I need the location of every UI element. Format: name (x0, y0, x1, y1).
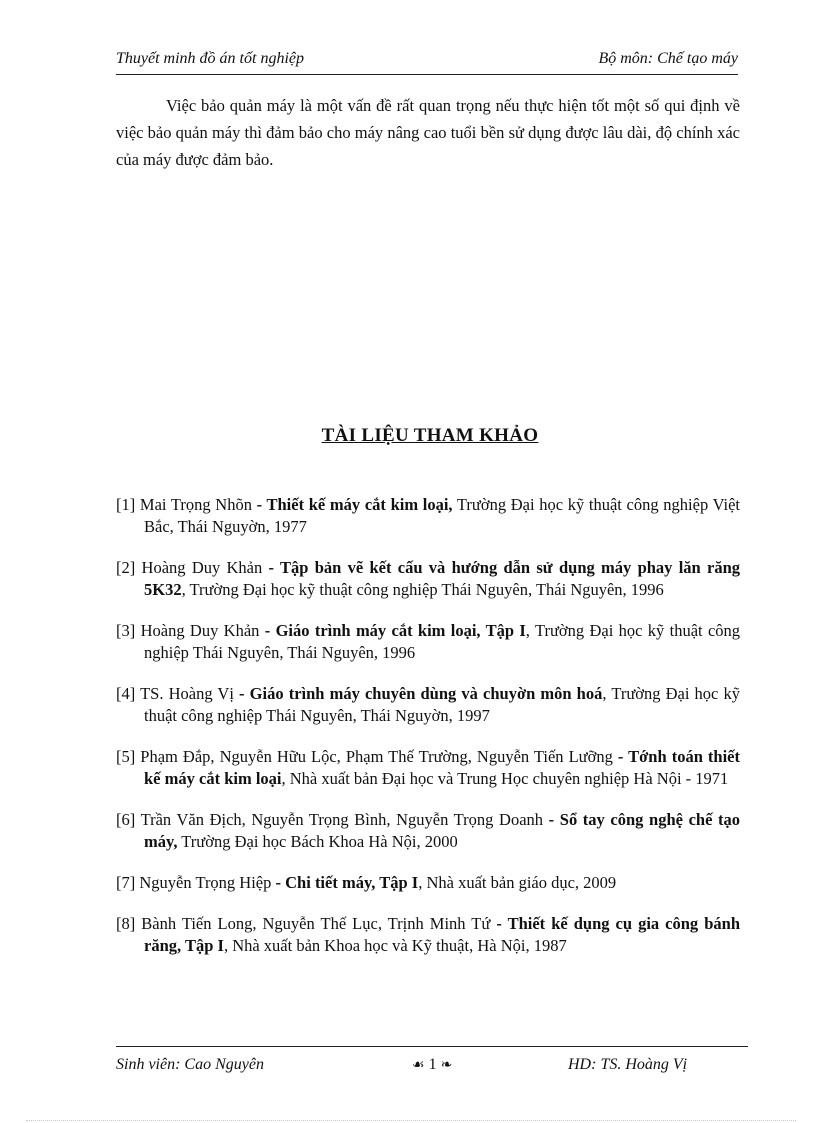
reference-authors: TS. Hoàng Vị (140, 684, 234, 703)
reference-publisher: Trường Đại học Bách Khoa Hà Nội, 2000 (177, 832, 458, 851)
reference-title: Chi tiết máy, Tập I (285, 873, 419, 892)
reference-publisher: , Trường Đại học kỹ thuật công nghiệp Thái Nguyên, Thái Nguyên, 1996 (181, 580, 664, 599)
reference-item (116, 746, 740, 790)
reference-title: Giáo trình máy chuyên dùng và chuyờn môn hoá (249, 684, 603, 703)
reference-authors: Hoàng Duy Khản (140, 621, 260, 640)
reference-label: [5] (116, 747, 136, 766)
reference-publisher: , Nhà xuất bản Đại học và Trung Học chuyên nghiệp Hà Nội - 1971 (281, 769, 729, 788)
reference-separator: - (271, 873, 286, 892)
reference-authors: Nguyễn Trọng Hiệp (139, 873, 272, 892)
header-department: Bộ môn: Chế tạo máy (598, 50, 738, 67)
reference-separator: - (543, 810, 560, 829)
reference-title: Thiết kế máy cắt kim loại, (266, 495, 453, 514)
references-list (116, 494, 740, 976)
reference-authors: Hoàng Duy Khản (141, 558, 263, 577)
reference-item (116, 557, 740, 601)
reference-label: [8] (116, 914, 136, 933)
reference-separator: - (233, 684, 250, 703)
reference-separator: - (612, 747, 629, 766)
reference-label: [6] (116, 810, 136, 829)
reference-label: [7] (116, 873, 136, 892)
reference-item (116, 620, 740, 664)
reference-separator: - (490, 914, 508, 933)
page-number: 1 (428, 1056, 437, 1073)
reference-item (116, 494, 740, 538)
reference-item (116, 913, 740, 957)
reference-item (116, 809, 740, 853)
intro-paragraph: Việc bảo quản máy là một vấn đề rất quan trọng nếu thực hiện tốt một số qui định về việc bảo quản máy thì đảm bảo cho máy nâng cao tuổi bền sử dụng được lâu dài, độ chính xác của máy được đảm bảo. (116, 96, 740, 169)
page-footer (116, 1046, 748, 1077)
reference-item (116, 872, 740, 894)
reference-separator: - (259, 621, 276, 640)
reference-authors: Mai Trọng Nhõn (139, 495, 252, 514)
reference-label: [2] (116, 558, 136, 577)
ornament-right-icon: ❧ (440, 1058, 453, 1073)
page-edge-divider (26, 1120, 796, 1121)
footer-student: Sinh viên: Cao Nguyên (116, 1056, 264, 1073)
reference-publisher: Trường Đại học kỹ thuật công nghiệp Việt Bắc, Thái Nguyờn, 1977 (144, 495, 740, 536)
reference-separator: - (262, 558, 281, 577)
reference-label: [4] (116, 684, 136, 703)
reference-title: Tập bản vẽ kết cấu và hướng dẫn sử dụng máy phay lăn răng 5K32 (144, 558, 741, 599)
footer-page-number-block (412, 1056, 452, 1074)
reference-title: Thiết kế dụng cụ gia công bánh răng, Tập I (144, 914, 740, 955)
reference-publisher: , Nhà xuất bản Khoa học và Kỹ thuật, Hà Nội, 1987 (223, 936, 567, 955)
reference-separator: - (251, 495, 267, 514)
header-document-title: Thuyết minh đồ án tốt nghiệp (116, 50, 304, 67)
reference-publisher: , Trường Đại học kỹ thuật công nghiệp Thái Nguyên, Thái Nguyên, 1996 (144, 621, 741, 662)
reference-title: Tớnh toán thiết kế máy cắt kim loại (144, 747, 740, 788)
reference-label: [3] (116, 621, 136, 640)
page-header (116, 48, 738, 75)
reference-label: [1] (116, 495, 136, 514)
ornament-left-icon: ☙ (412, 1058, 425, 1073)
footer-advisor: HD: TS. Hoàng Vị (568, 1056, 688, 1073)
reference-title: Giáo trình máy cắt kim loại, Tập I (275, 621, 526, 640)
reference-authors: Phạm Đắp, Nguyễn Hữu Lộc, Phạm Thế Trường, Nguyễn Tiến Lưỡng (140, 747, 613, 766)
reference-title: Sổ tay công nghệ chế tạo máy, (144, 810, 741, 851)
reference-authors: Bành Tiến Long, Nguyễn Thế Lục, Trịnh Minh Tứ (141, 914, 491, 933)
reference-publisher: , Trường Đại học kỹ thuật công nghiệp Thái Nguyên, Thái Nguyờn, 1997 (144, 684, 741, 725)
reference-item (116, 683, 740, 727)
reference-publisher: , Nhà xuất bản giáo dục, 2009 (418, 873, 617, 892)
reference-authors: Trần Văn Địch, Nguyễn Trọng Bình, Nguyễn Trọng Doanh (140, 810, 544, 829)
references-heading: TÀI LIỆU THAM KHẢO (321, 425, 539, 446)
